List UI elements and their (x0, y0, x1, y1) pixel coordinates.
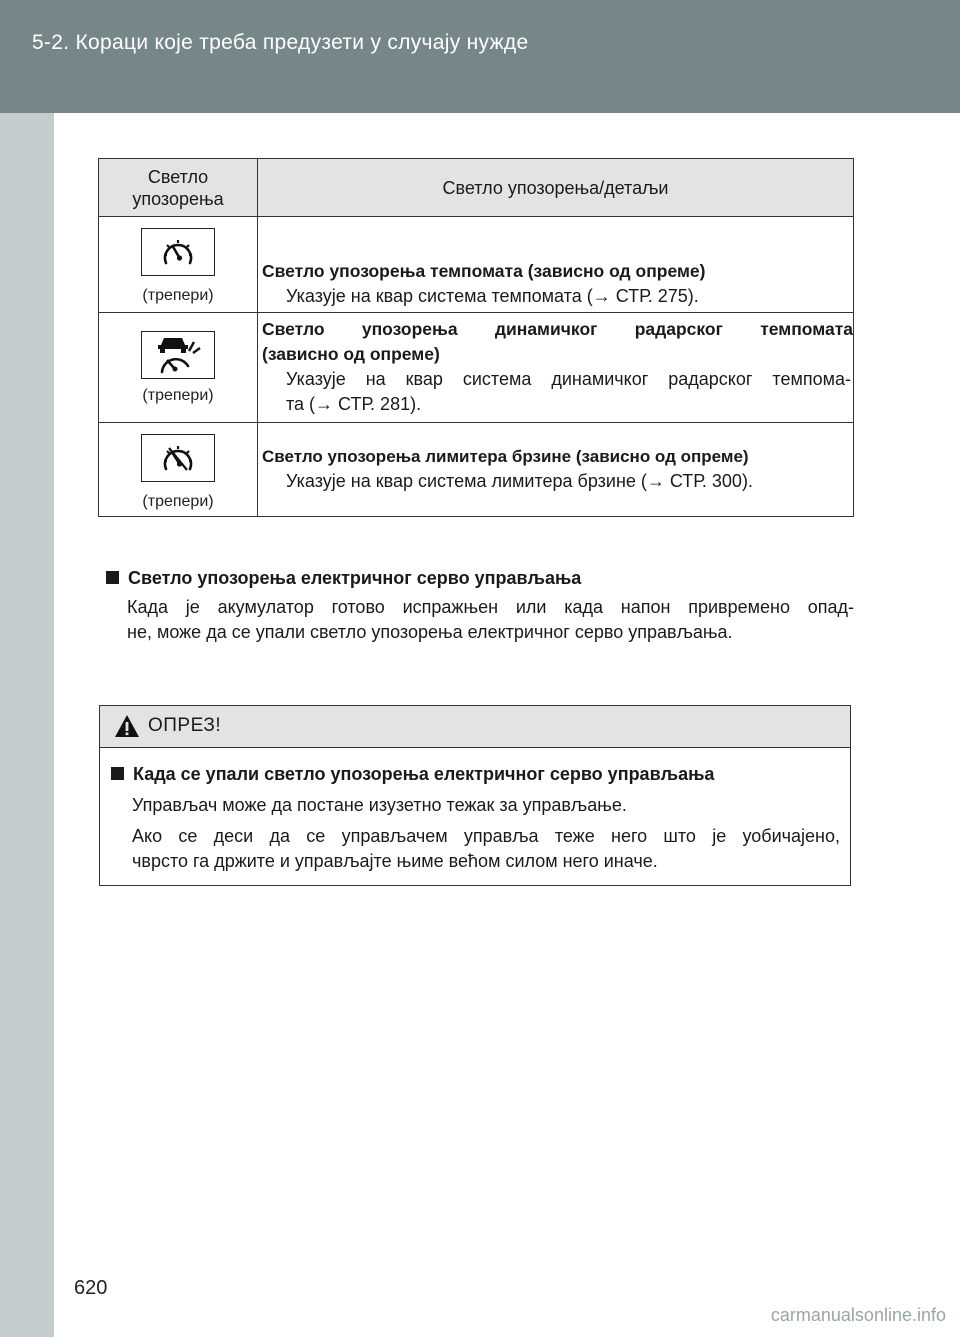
light-description-continued: та (→ СТР. 281). (286, 394, 422, 414)
column-header-details: Светло упозорења/детаљи (258, 159, 854, 217)
square-bullet-icon (111, 767, 124, 780)
section-text-continued: не, може да се упали светло упозорења електричног серво управљања. (127, 622, 733, 642)
side-strip (0, 113, 54, 1337)
caution-header (100, 706, 850, 748)
caution-box (99, 705, 851, 886)
caution-text: Ако се деси да се управљачем управља теже него што је уобичајено, (132, 826, 840, 846)
light-title: Светло упозорења темпомата (зависно од опреме) (262, 261, 706, 281)
table-row (99, 217, 854, 313)
column-header-light: Светло упозорења (99, 159, 258, 217)
chapter-title: 5-2. Кораци које треба предузети у случају нужде (32, 31, 529, 54)
light-title: Светло упозорења динамичког радарског темпомата (262, 319, 853, 339)
power-steering-section (106, 566, 854, 645)
light-description: Указује на квар система лимитера брзине (→ СТР. 300). (286, 471, 753, 491)
page-header (0, 0, 960, 113)
radar-cruise-car-gauge-icon (141, 331, 215, 379)
square-bullet-icon (106, 571, 119, 584)
light-description: Указује на квар система темпомата (→ СТР. 275). (286, 286, 699, 306)
icon-cell (99, 423, 258, 517)
page-number: 620 (74, 1277, 108, 1299)
section-text: Када је акумулатор готово испражњен или када напон привремено опад- (127, 597, 854, 617)
light-title-continued: (зависно од опреме) (262, 344, 440, 364)
flashing-label: (трепери) (142, 287, 214, 304)
table-header-row (99, 159, 854, 217)
flashing-label: (трепери) (142, 387, 214, 404)
table-row (99, 313, 854, 423)
caution-heading-text: Када се упали светло упозорења електричног серво управљања (133, 764, 715, 784)
description-cell (258, 313, 854, 423)
speed-limiter-gauge-icon (141, 434, 215, 482)
caution-text: Управљач може да постане изузетно тежак за управљање. (132, 795, 627, 815)
caution-text-continued: чврсто га држите и управљајте њиме већом силом него иначе. (132, 851, 658, 871)
cruise-control-gauge-icon (141, 228, 215, 276)
section-heading-text: Светло упозорења електричног серво управљања (128, 568, 582, 588)
watermark: carmanualsonline.info (770, 1305, 946, 1325)
warning-lights-table (98, 158, 854, 517)
caution-heading (111, 762, 840, 787)
description-cell (258, 423, 854, 517)
caution-title: ОПРЕЗ! (148, 715, 222, 736)
caution-body (100, 748, 850, 874)
flashing-label: (трепери) (142, 493, 214, 510)
section-heading (106, 566, 854, 590)
description-cell (258, 217, 854, 313)
light-description: Указује на квар система динамичког радарског темпома- (286, 369, 851, 389)
icon-cell (99, 217, 258, 313)
icon-cell (99, 313, 258, 423)
light-title: Светло упозорења лимитера брзине (зависно од опреме) (262, 447, 749, 466)
warning-triangle-icon (114, 714, 140, 738)
table-row (99, 423, 854, 517)
